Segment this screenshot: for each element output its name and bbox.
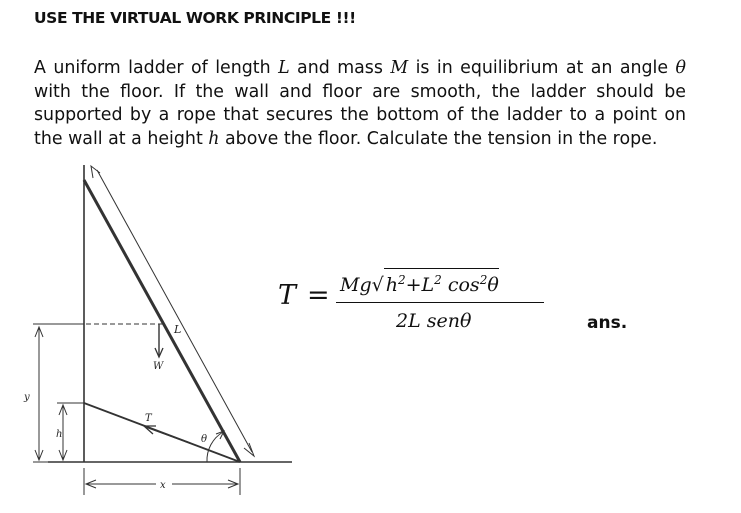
label-theta: θ [201,434,208,445]
formula-lhs: T [278,280,297,311]
radicand-cos: cos [441,274,480,296]
problem-text-2: and mass [289,58,391,78]
fraction-bar [336,302,544,303]
problem-text-5: above the floor. Calculate the tension in the rope. [219,128,658,149]
var-M: M [390,58,409,78]
radicand-plus: + [405,274,422,296]
radicand-theta: θ [487,274,499,296]
problem-text-3: is in equilibrium at an angle [408,58,676,78]
radicand-L: L [421,274,435,296]
formula-numerator [340,268,499,296]
length-arrow-top [91,166,100,178]
label-L: L [174,323,182,336]
var-h: h [208,128,220,149]
ladder [84,180,240,462]
label-W: W [153,361,164,372]
length-arrow-bottom [244,443,254,456]
problem-text-1: A uniform ladder of length [34,58,279,78]
problem-statement [34,57,686,151]
radical-sign: √ [371,274,384,296]
problem-text-4: with the floor. If the wall and floor are smooth, the ladder should be supported by a rope that secures the bottom of the ladder to a point on the wall at a height [34,81,686,149]
length-dimension-line [97,170,252,452]
label-T: T [145,413,152,424]
formula-denominator: 2L senθ [396,310,472,332]
label-x: x [160,480,166,491]
radicand-L-exponent: 2 [434,273,442,287]
answer-label: ans. [587,313,628,333]
radicand-h-exponent: 2 [397,273,406,287]
radicand-cos-exponent: 2 [479,273,488,287]
label-h: h [56,429,63,440]
tension-arrow [146,427,190,443]
radicand [384,268,499,296]
numerator-prefix: Mg [340,274,372,296]
var-theta: θ [675,58,686,78]
formula-equals: = [307,280,330,311]
tension-formula [274,268,554,338]
ladder-diagram [0,160,300,500]
heading: USE THE VIRTUAL WORK PRINCIPLE !!! [34,9,356,27]
radicand-h: h [385,274,398,296]
var-L: L [278,58,290,78]
label-y: y [24,392,30,403]
angle-arc [207,432,223,462]
